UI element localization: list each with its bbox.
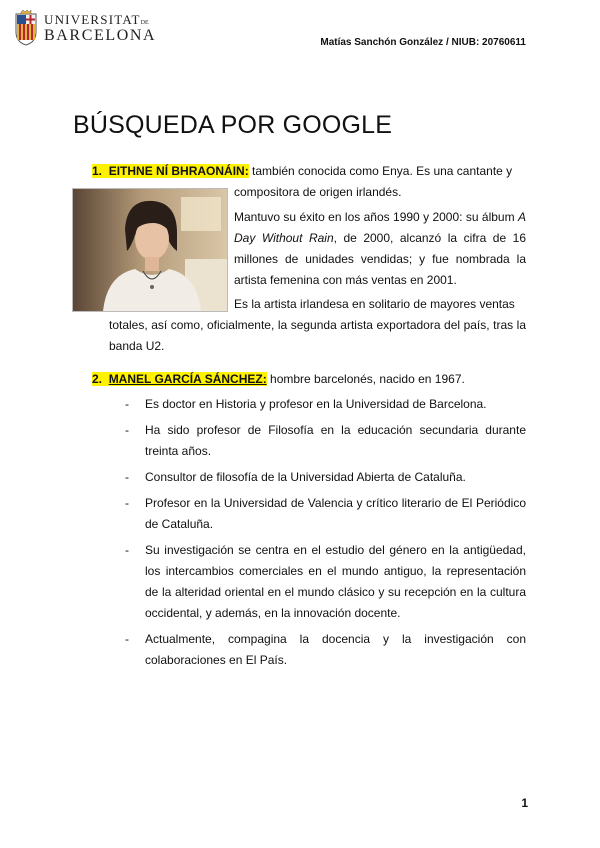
section1-paragraph2 bbox=[234, 207, 526, 291]
list-item bbox=[125, 394, 526, 415]
section1-paragraph3-rest: totales, así como, oficialmente, la segunda artista exportadora del país, tras la banda U2. bbox=[109, 318, 526, 353]
list-item-text: Ha sido profesor de Filosofía en la educación secundaria durante treinta años. bbox=[145, 423, 526, 458]
list-item-text: Profesor en la Universidad de Valencia y crítico literario de El Periódico de Cataluña. bbox=[145, 496, 526, 531]
university-shield-icon bbox=[14, 10, 38, 46]
header-author: Matías Sanchón González / NIUB: 20760611 bbox=[320, 37, 526, 48]
album-title: A Day Without Rain bbox=[234, 210, 526, 245]
list-item bbox=[125, 467, 526, 488]
bullet-dash: - bbox=[125, 543, 129, 557]
section1-heading bbox=[92, 164, 249, 178]
logo-line1-small: DE bbox=[140, 19, 149, 26]
university-logo bbox=[14, 10, 156, 46]
section2-list bbox=[125, 394, 526, 676]
page-title: BÚSQUEDA POR GOOGLE bbox=[73, 111, 393, 139]
list-item bbox=[125, 493, 526, 535]
list-item-text: Es doctor en Historia y profesor en la Universidad de Barcelona. bbox=[145, 397, 487, 411]
list-item-text: Consultor de filosofía de la Universidad Abierta de Cataluña. bbox=[145, 470, 466, 484]
section1-number: 1. bbox=[92, 164, 103, 178]
list-item bbox=[125, 629, 526, 671]
logo-line1: UNIVERSITAT bbox=[44, 11, 141, 27]
list-item bbox=[125, 420, 526, 462]
section2-name: MANEL GARCÍA SÁNCHEZ: bbox=[108, 372, 267, 386]
p2-text-a: Mantuvo su éxito en los años 1990 y 2000: su álbum bbox=[234, 210, 518, 224]
logo-line2: BARCELONA bbox=[44, 26, 157, 44]
section2-intro bbox=[92, 369, 526, 390]
bullet-dash: - bbox=[125, 397, 129, 411]
section1-paragraph3-line1: Es la artista irlandesa en solitario de mayores ventas bbox=[234, 297, 515, 311]
list-item bbox=[125, 540, 526, 624]
section2-number: 2. bbox=[92, 372, 103, 386]
section1-name: EITHNE NÍ BHRAONÁIN: bbox=[108, 164, 249, 178]
bullet-dash: - bbox=[125, 632, 129, 646]
list-item-text: Actualmente, compagina la docencia y la investigación con colaboraciones en El País. bbox=[145, 632, 526, 667]
section2-heading bbox=[92, 372, 267, 386]
section2-intro-rest: hombre barcelonés, nacido en 1967. bbox=[266, 372, 465, 386]
bullet-dash: - bbox=[125, 496, 129, 510]
enya-photo bbox=[72, 188, 228, 312]
section1-intro-line2: compositora de origen irlandés. bbox=[234, 185, 402, 199]
bullet-dash: - bbox=[125, 423, 129, 437]
portrait-image bbox=[73, 189, 227, 311]
section1-intro bbox=[92, 161, 526, 182]
list-item-text: Su investigación se centra en el estudio del género en la antigüedad, los intercambios comerciales en el mundo antiguo, la representación de la alteridad oriental en el mundo clásico y su recepción en la cultura occidental, y además, en la innovación docente. bbox=[145, 543, 526, 620]
p2-text-b: , de 2000, alcanzó la cifra de 16 millones de unidades vendidas; y fue nombrada la artista femenina con más ventas en 2001. bbox=[234, 231, 526, 287]
bullet-dash: - bbox=[125, 470, 129, 484]
university-name bbox=[44, 13, 156, 44]
page-number: 1 bbox=[521, 796, 528, 810]
section1-intro-rest: también conocida como Enya. Es una cantante y bbox=[248, 164, 513, 178]
